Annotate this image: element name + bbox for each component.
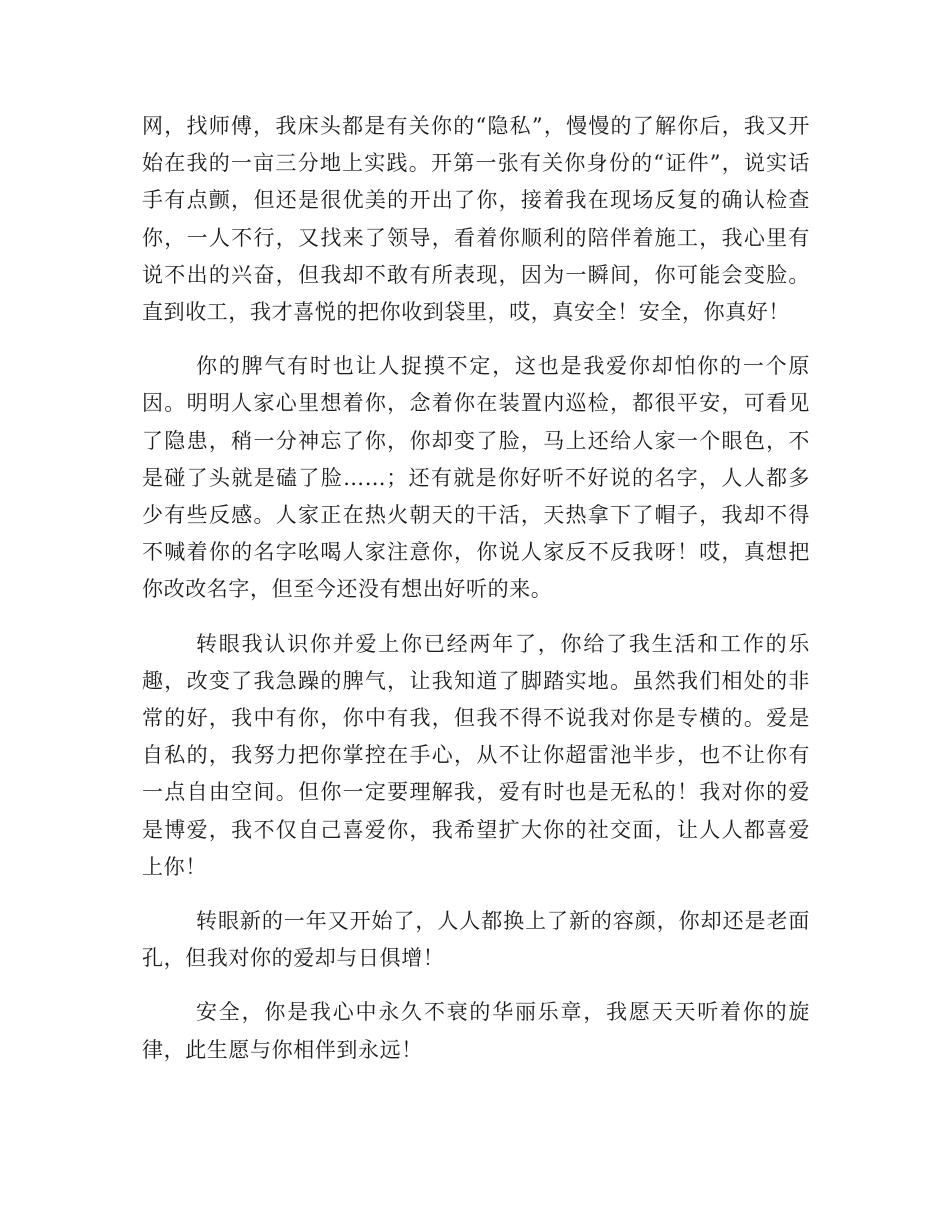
paragraph: 你的脾气有时也让人捉摸不定，这也是我爱你却怕你的一个原因。明明人家心里想着你，念着你在装置内巡检，都很平安，可看见了隐患，稍一分神忘了你，你却变了脸，马上还给人家一个眼色，不是碰了头就是磕了脸……；还有就是你好听不好说的名字，人人都多少有些反感。人家正在热火朝天的干活，天热拿下了帽子，我却不得不喊着你的名字吆喝人家注意你，你说人家反不反我呀！哎，真想把你改改名字，但至今还没有想出好听的来。 [142, 354, 810, 602]
paragraph: 安全，你是我心中永久不衰的华丽乐章，我愿天天听着你的旋律，此生愿与你相伴到永远！ [142, 1000, 810, 1062]
document-body [142, 108, 810, 1086]
paragraph: 转眼我认识你并爱上你已经两年了，你给了我生活和工作的乐趣，改变了我急躁的脾气，让我知道了脚踏实地。虽然我们相处的非常的好，我中有你，你中有我，但我不得不说我对你是专横的。爱是自私的，我努力把你掌控在手心，从不让你超雷池半步，也不让你有一点自由空间。但你一定要理解我，爱有时也是无私的！我对你的爱是博爱，我不仅自己喜爱你，我希望扩大你的社交面，让人人都喜爱上你！ [142, 631, 810, 879]
paragraph: 转眼新的一年又开始了，人人都换上了新的容颜，你却还是老面孔，但我对你的爱却与日俱增！ [142, 909, 810, 971]
paragraph-continued: 网，找师傅，我床头都是有关你的“隐私”，慢慢的了解你后，我又开始在我的一亩三分地上实践。开第一张有关你身份的“证件”，说实话手有点颤，但还是很优美的开出了你，接着我在现场反复的确认检查你，一人不行，又找来了领导，看着你顺利的陪伴着施工，我心里有说不出的兴奋，但我却不敢有所表现，因为一瞬间，你可能会变脸。直到收工，我才喜悦的把你收到袋里，哎，真安全！安全，你真好！ [142, 114, 810, 325]
